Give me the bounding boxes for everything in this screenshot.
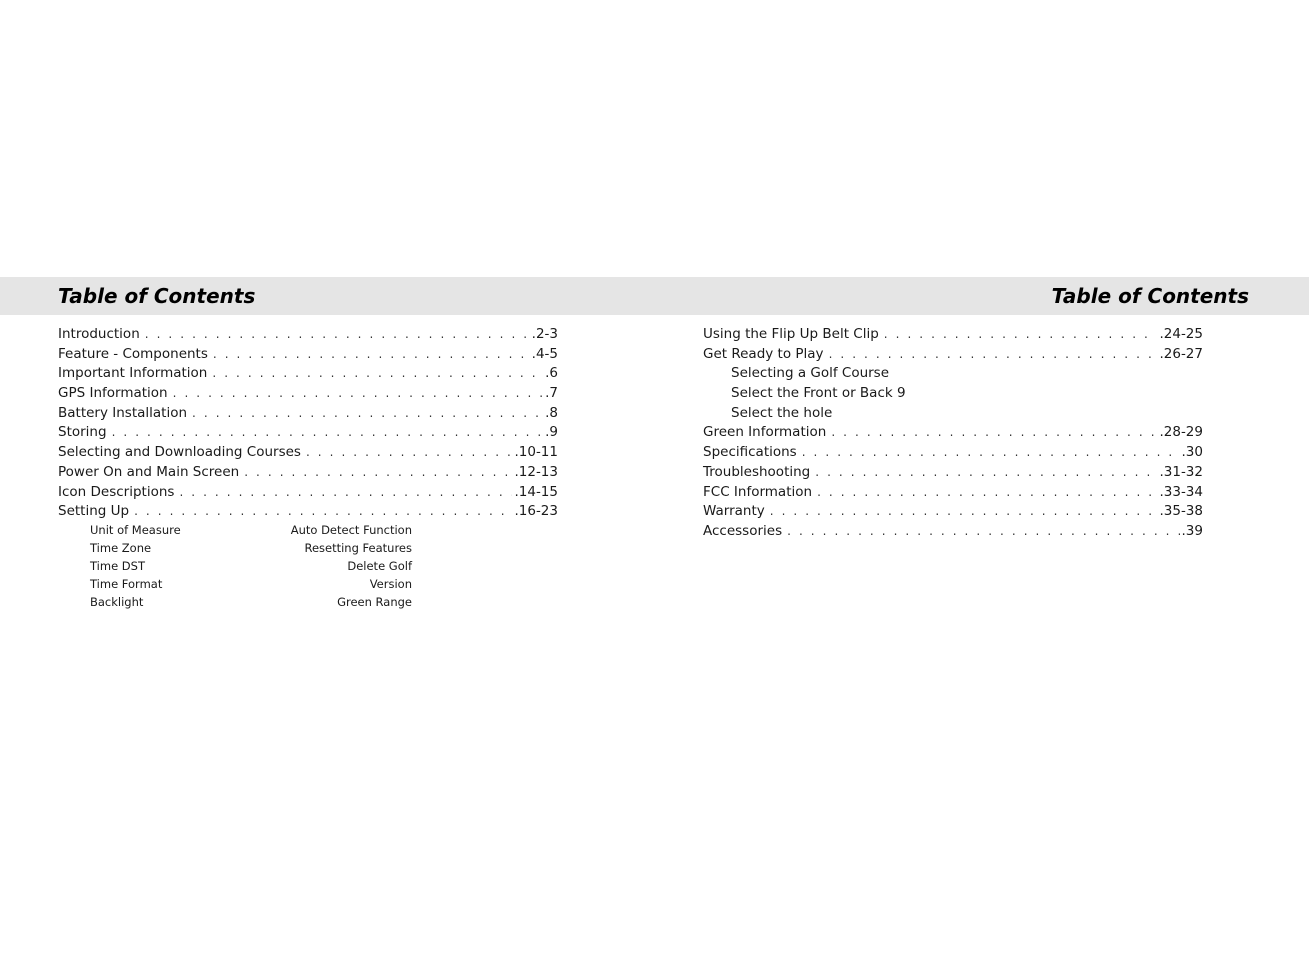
dot-leader <box>244 463 512 483</box>
dot-leader <box>787 522 1179 542</box>
toc-entry-fcc-information[interactable] <box>703 483 1203 503</box>
toc-entry-label: Important Information <box>58 365 208 382</box>
setup-subitem-green-range[interactable]: Green Range <box>337 595 412 609</box>
toc-entry-icon-descriptions[interactable] <box>58 483 558 503</box>
toc-subentry-select-the-hole[interactable]: Select the hole <box>731 404 833 421</box>
toc-entry-page: .31-32 <box>1159 463 1203 480</box>
toc-entry-page: .28-29 <box>1159 424 1203 441</box>
setup-subitem-row <box>90 557 412 575</box>
toc-entry-label: Warranty <box>703 503 765 520</box>
toc-entry-selecting-downloading-courses[interactable] <box>58 443 558 463</box>
toc-entry-warranty[interactable] <box>703 502 1203 522</box>
toc-entry-label: Selecting and Downloading Courses <box>58 444 301 461</box>
toc-entry-important-information[interactable] <box>58 364 558 384</box>
dot-leader <box>306 443 513 463</box>
toc-entry-page: .4-5 <box>531 345 558 362</box>
toc-entry-label: Specifications <box>703 444 797 461</box>
toc-entry-page: .10-11 <box>514 444 558 461</box>
toc-entry-page: .39 <box>1181 522 1203 539</box>
toc-entry-setting-up[interactable] <box>58 502 558 522</box>
toc-entry-accessories[interactable] <box>703 522 1203 542</box>
setup-subitem-version[interactable]: Version <box>369 577 412 591</box>
toc-entry-page: .30 <box>1181 444 1203 461</box>
right-page-title: Table of Contents <box>1051 284 1249 308</box>
dot-leader <box>817 483 1157 503</box>
setup-subitem-row <box>90 539 412 557</box>
toc-entry-page: .33-34 <box>1159 483 1203 500</box>
left-toc-list <box>58 325 558 522</box>
toc-entry-page: .16-23 <box>514 503 558 520</box>
toc-entry-label: Feature - Components <box>58 345 208 362</box>
toc-entry-label: FCC Information <box>703 483 813 500</box>
toc-entry-page: .2-3 <box>531 326 558 342</box>
dot-leader <box>802 443 1180 463</box>
dot-leader <box>829 345 1158 365</box>
setup-subitem-time-dst[interactable]: Time DST <box>90 559 145 573</box>
toc-entry-label: Green Information <box>703 424 827 441</box>
dot-leader <box>145 325 530 345</box>
toc-entry-introduction[interactable] <box>58 325 558 345</box>
toc-entry-page: .8 <box>545 404 558 421</box>
setup-subitem-auto-detect-function[interactable]: Auto Detect Function <box>290 523 412 537</box>
toc-entry-power-on-main-screen[interactable] <box>58 463 558 483</box>
setup-subitem-row <box>90 521 412 539</box>
toc-entry-page: .35-38 <box>1159 503 1203 520</box>
toc-entry-troubleshooting[interactable] <box>703 463 1203 483</box>
dot-leader <box>173 384 544 404</box>
setup-subitem-backlight[interactable]: Backlight <box>90 595 144 609</box>
toc-entry-label: Battery Installation <box>58 404 188 421</box>
setup-subitem-row <box>90 593 412 611</box>
setup-subitem-resetting-features[interactable]: Resetting Features <box>304 541 412 555</box>
dot-leader <box>192 404 543 424</box>
toc-entry-page: .7 <box>545 385 558 402</box>
setup-subitem-time-zone[interactable]: Time Zone <box>90 541 152 555</box>
dot-leader <box>212 364 543 384</box>
setup-subitem-row <box>90 575 412 593</box>
toc-entry-label: Using the Flip Up Belt Clip <box>703 326 879 342</box>
dot-leader <box>815 463 1157 483</box>
toc-entry-label: Power On and Main Screen <box>58 463 240 480</box>
toc-entry-label: Accessories <box>703 522 783 539</box>
toc-entry-label: Introduction <box>58 326 140 342</box>
toc-entry-page: .26-27 <box>1159 345 1203 362</box>
toc-entry-label: Storing <box>58 424 107 441</box>
toc-entry-green-information[interactable] <box>703 423 1203 443</box>
dot-leader <box>112 423 544 443</box>
dot-leader <box>770 502 1158 522</box>
dot-leader <box>831 423 1157 443</box>
dot-leader <box>179 483 512 503</box>
toc-entry-label: Icon Descriptions <box>58 483 175 500</box>
toc-entry-label: Troubleshooting <box>703 463 811 480</box>
toc-entry-page: .9 <box>545 424 558 441</box>
toc-entry-flip-up-belt-clip[interactable] <box>703 325 1203 345</box>
toc-entry-feature-components[interactable] <box>58 345 558 365</box>
setting-up-subitems <box>90 521 412 611</box>
toc-entry-page: .24-25 <box>1159 326 1203 342</box>
toc-entry-battery-installation[interactable] <box>58 404 558 424</box>
toc-entry-label: Setting Up <box>58 503 130 520</box>
toc-entry-label: GPS Information <box>58 385 168 402</box>
toc-entry-specifications[interactable] <box>703 443 1203 463</box>
left-page-title: Table of Contents <box>58 284 256 308</box>
dot-leader <box>884 325 1158 345</box>
toc-entry-page: .14-15 <box>514 483 558 500</box>
toc-entry-page: .6 <box>545 365 558 382</box>
toc-entry-gps-information[interactable] <box>58 384 558 404</box>
dot-leader <box>134 502 512 522</box>
toc-entry-label: Get Ready to Play <box>703 345 824 362</box>
dot-leader <box>213 345 530 365</box>
setup-subitem-delete-golf[interactable]: Delete Golf <box>347 559 412 573</box>
toc-entry-storing[interactable] <box>58 423 558 443</box>
toc-entry-get-ready-to-play[interactable] <box>703 345 1203 365</box>
setup-subitem-unit-of-measure[interactable]: Unit of Measure <box>90 523 181 537</box>
toc-entry-page: .12-13 <box>514 463 558 480</box>
toc-subentry-selecting-golf-course[interactable]: Selecting a Golf Course <box>731 365 890 382</box>
toc-subentry-select-front-back-9[interactable]: Select the Front or Back 9 <box>731 385 906 402</box>
setup-subitem-time-format[interactable]: Time Format <box>90 577 163 591</box>
right-toc-list <box>703 325 1203 542</box>
